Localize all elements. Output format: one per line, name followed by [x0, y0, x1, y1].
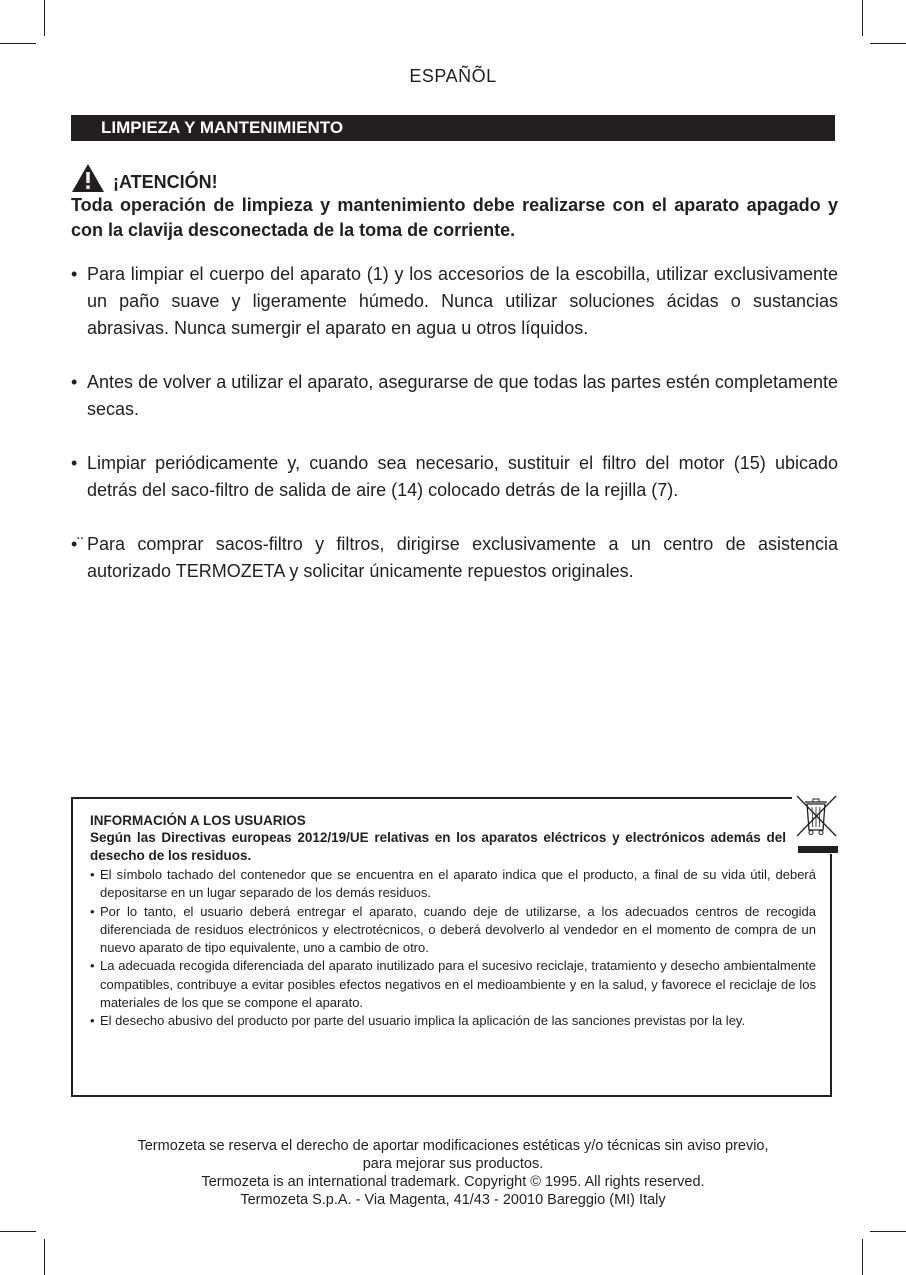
- crop-mark-bottom-left-h: [0, 1231, 36, 1232]
- footer-line-disclaimer-cont: para mejorar sus productos.: [362, 1156, 544, 1172]
- section-title: LIMPIEZA Y MANTENIMIENTO: [101, 118, 344, 137]
- attention-title: ¡ATENCIÓN!: [113, 171, 218, 192]
- info-box-intro: Según las Directivas europeas 2012/19/UE relativas en los aparatos eléctricos y electrónicos además del desecho de los residuos.: [90, 830, 786, 863]
- crop-mark-bottom-left-v: [44, 1239, 45, 1275]
- crop-mark-top-left-h: [0, 43, 36, 44]
- bullet-marker: •: [71, 453, 78, 473]
- info-list-item: [90, 903, 816, 958]
- bullet-marker: •: [71, 372, 78, 392]
- footer-line-address: Termozeta S.p.A. - Via Magenta, 41/43 - 20010 Bareggio (MI) Italy: [240, 1192, 666, 1208]
- maintenance-bullet-list: [71, 261, 838, 612]
- crossed-out-bin-icon: [792, 794, 840, 854]
- info-bullet-marker: •: [90, 1013, 95, 1029]
- info-bullet-marker: •: [90, 867, 95, 882]
- crop-mark-top-left-v: [44, 0, 45, 36]
- crop-mark-top-right-h: [870, 43, 906, 44]
- info-list-item: [90, 957, 816, 1012]
- info-bullet-marker: •: [90, 903, 95, 919]
- page-language-header: ESPAÑÕL: [409, 66, 497, 86]
- info-item-text: El símbolo tachado del contenedor que se encuentra en el aparato indica que el producto, a final de su vida útil, deberá depositarse en un lugar separado de los demás residuos.: [100, 867, 816, 901]
- info-item-text: El desecho abusivo del producto por parte del usuario implica la aplicación de las sanciones previstas por la ley.: [100, 1013, 746, 1029]
- section-title-bar: [71, 115, 835, 141]
- info-item-text: La adecuada recogida diferenciada del aparato inutilizado para el sucesivo reciclaje, tratamiento y desecho ambientalmente compatibles, contribuye a evitar posibles efectos negativos en el medioambiente y en la salud, y favorece el reciclaje de los materiales de los que se compone el aparato.: [100, 958, 816, 1011]
- info-list-item: [90, 1012, 816, 1030]
- page-footer: [0, 1137, 906, 1209]
- footer-line-trademark: Termozeta is an international trademark. Copyright © 1995. All rights reserved.: [201, 1174, 705, 1190]
- bullet-marker: •: [71, 264, 78, 284]
- bullet-text: Limpiar periódicamente y, cuando sea necesario, sustituir el filtro del motor (15) ubicado detrás del saco-filtro de salida de aire (14) colocado detrás de la rejilla (7).: [87, 453, 838, 500]
- info-box-list: [90, 866, 816, 1031]
- bullet-item: [71, 261, 838, 342]
- info-bullet-marker: •: [90, 958, 95, 974]
- bullet-item: [71, 450, 838, 504]
- bullet-item: [71, 531, 838, 585]
- footer-line-disclaimer: Termozeta se reserva el derecho de aportar modificaciones estéticas y/o técnicas sin aviso previo,: [137, 1138, 769, 1154]
- info-box-title: INFORMACIÓN A LOS USUARIOS: [90, 813, 306, 828]
- crop-mark-bottom-right-h: [870, 1231, 906, 1232]
- bullet-text: Para comprar sacos-filtro y filtros, dirigirse exclusivamente a un centro de asistencia autorizado TERMOZETA y solicitar únicamente repuestos originales.: [87, 534, 838, 581]
- user-information-box: [71, 797, 832, 1097]
- bullet-text: Antes de volver a utilizar el aparato, asegurarse de que todas las partes estén completamente secas.: [87, 372, 838, 419]
- crop-mark-bottom-right-v: [862, 1239, 863, 1275]
- crop-mark-top-right-v: [862, 0, 863, 36]
- bullet-item: [71, 369, 838, 423]
- attention-heading: [71, 163, 835, 193]
- bullet-text: Para limpiar el cuerpo del aparato (1) y los accesorios de la escobilla, utilizar exclusivamente un paño suave y ligeramente húmedo. Nunca utilizar soluciones ácidas o sustancias abrasivas. Nunca sumergir el aparato en agua u otros líquidos.: [87, 264, 838, 338]
- bullet-marker: •¨: [71, 534, 84, 554]
- attention-text: Toda operación de limpieza y mantenimiento debe realizarse con el aparato apagado y con la clavija desconectada de la toma de corriente.: [71, 195, 838, 240]
- info-item-text: Por lo tanto, el usuario deberá entregar el aparato, cuando deje de utilizarse, a los adecuados centros de recogida diferenciada de residuos electrónicos y electrotécnicos, o deberá devolverlo al vendedor en el momento de compra de un nuevo aparato de tipo equivalente, uno a cambio de otro.: [100, 903, 816, 956]
- info-list-item: [90, 866, 816, 903]
- warning-triangle-icon: [71, 163, 105, 193]
